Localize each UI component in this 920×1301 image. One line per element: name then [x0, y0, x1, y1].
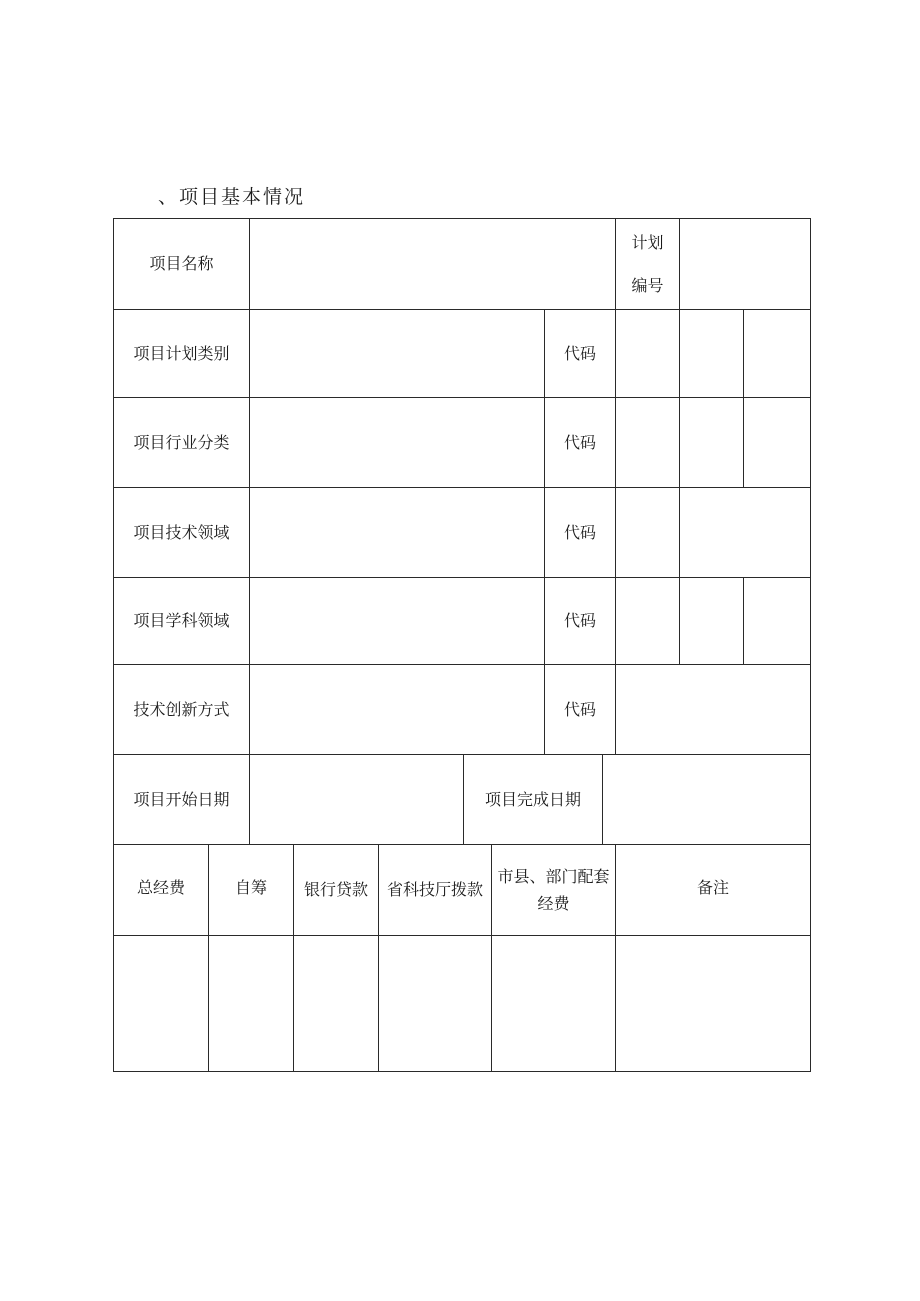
tech-field-code-box-2[interactable] — [679, 487, 811, 578]
section-title: 、项目基本情况 — [158, 186, 306, 208]
provincial-allocation-input[interactable] — [378, 935, 492, 1072]
self-raised-input[interactable] — [208, 935, 294, 1072]
start-date-input[interactable] — [249, 754, 464, 845]
innovation-mode-code-input[interactable] — [615, 664, 811, 755]
discipline-code-label: 代码 — [563, 611, 596, 631]
discipline-label: 项目学科领域 — [133, 611, 230, 631]
plan-number-label-line1: 计划 — [631, 232, 664, 252]
tech-field-label: 项目技术领域 — [133, 522, 230, 542]
discipline-code-box-3[interactable] — [743, 577, 811, 665]
project-name-input[interactable] — [249, 218, 616, 310]
total-funding-header: 总经费 — [136, 878, 185, 898]
plan-number-input[interactable] — [679, 218, 811, 310]
plan-number-label-line2: 编号 — [631, 276, 664, 295]
local-matching-input[interactable] — [491, 935, 616, 1072]
bank-loan-input[interactable] — [293, 935, 379, 1072]
industry-input[interactable] — [249, 397, 545, 488]
remarks-input[interactable] — [615, 935, 811, 1072]
discipline-input[interactable] — [249, 577, 545, 665]
plan-category-code-box-3[interactable] — [743, 309, 811, 398]
plan-category-code-box-2[interactable] — [679, 309, 744, 398]
industry-label: 项目行业分类 — [133, 432, 230, 452]
innovation-mode-label: 技术创新方式 — [133, 699, 230, 719]
tech-field-input[interactable] — [249, 487, 545, 578]
plan-category-label: 项目计划类别 — [133, 343, 230, 363]
industry-code-box-3[interactable] — [743, 397, 811, 488]
plan-number-label — [615, 220, 680, 308]
provincial-allocation-header: 省科技厅拨款 — [386, 880, 483, 900]
self-raised-header: 自筹 — [234, 878, 267, 898]
total-funding-input[interactable] — [113, 935, 209, 1072]
innovation-mode-code-label: 代码 — [563, 699, 596, 719]
local-matching-header-line2: 经费 — [537, 894, 570, 913]
remarks-header: 备注 — [696, 878, 729, 898]
innovation-mode-input[interactable] — [249, 664, 545, 755]
end-date-input[interactable] — [602, 754, 811, 845]
discipline-code-box-1[interactable] — [615, 577, 680, 665]
discipline-code-box-2[interactable] — [679, 577, 744, 665]
tech-field-code-label: 代码 — [563, 522, 596, 542]
bank-loan-header: 银行贷款 — [303, 880, 368, 900]
local-matching-header — [491, 846, 616, 934]
end-date-label: 项目完成日期 — [484, 789, 581, 809]
project-name-label: 项目名称 — [149, 254, 214, 274]
start-date-label: 项目开始日期 — [133, 789, 230, 809]
plan-category-code-label: 代码 — [563, 343, 596, 363]
local-matching-header-line1: 市县、部门配套 — [497, 866, 610, 886]
tech-field-code-box-1[interactable] — [615, 487, 680, 578]
industry-code-box-1[interactable] — [615, 397, 680, 488]
industry-code-box-2[interactable] — [679, 397, 744, 488]
plan-category-code-box-1[interactable] — [615, 309, 680, 398]
plan-category-input[interactable] — [249, 309, 545, 398]
industry-code-label: 代码 — [563, 432, 596, 452]
